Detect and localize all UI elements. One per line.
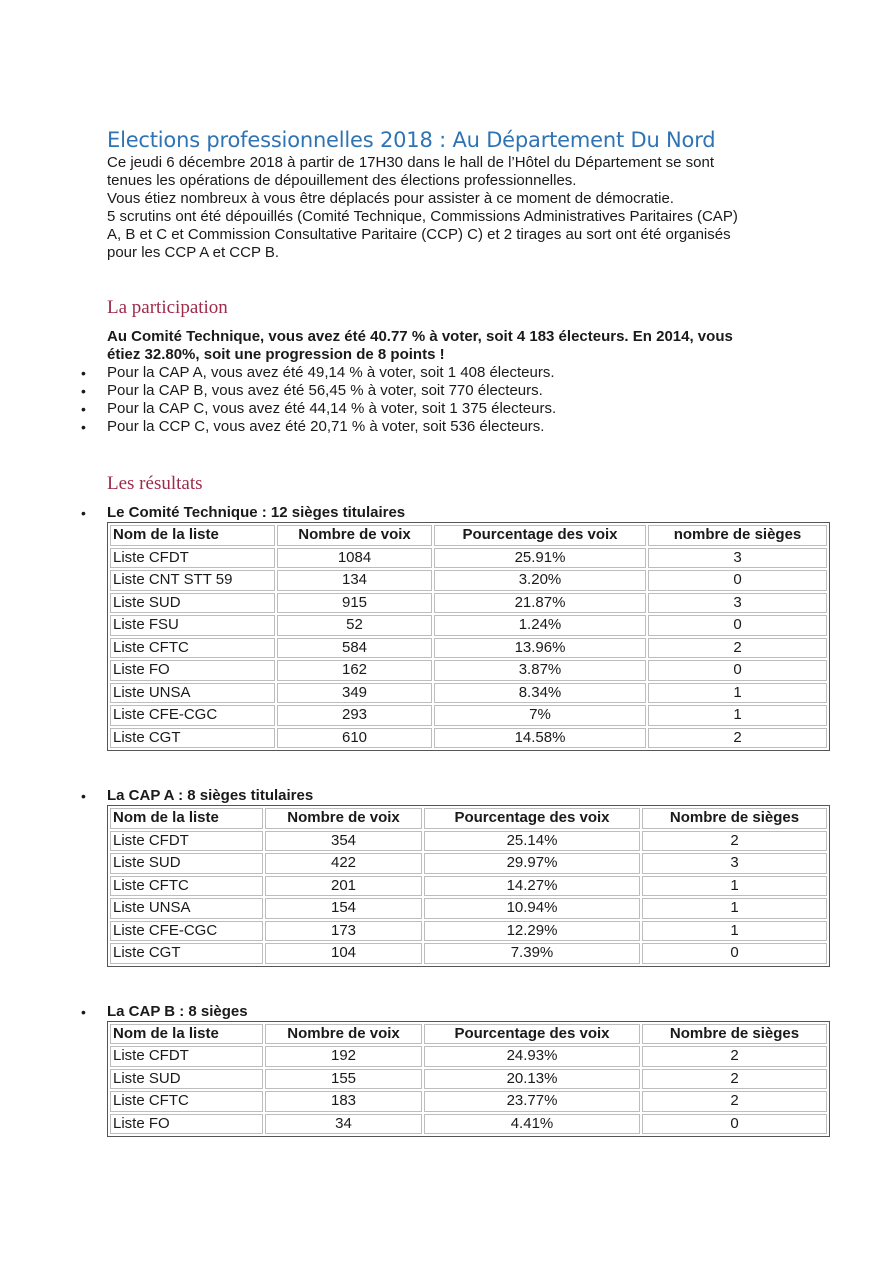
cell-seats: 1	[648, 683, 827, 704]
intro-line: 5 scrutins ont été dépouillés (Comité Technique, Commissions Administratives Paritaires (CAP)	[107, 208, 738, 225]
intro-line: Vous étiez nombreux à vous être déplacés pour assister à ce moment de démocratie.	[107, 190, 674, 207]
cell-list-name: Liste UNSA	[110, 683, 275, 704]
cell-votes: 162	[277, 660, 432, 681]
cell-seats: 1	[642, 921, 827, 942]
column-header: Nombre de voix	[265, 1024, 422, 1045]
results-heading: Les résultats	[107, 473, 203, 494]
column-header: Nombre de sièges	[642, 808, 827, 829]
results-table-cap-a	[107, 805, 830, 967]
cell-votes: 293	[277, 705, 432, 726]
table-header-row	[110, 525, 827, 546]
cell-list-name: Liste CFE-CGC	[110, 705, 275, 726]
cell-votes: 201	[265, 876, 422, 897]
table-row	[110, 638, 827, 659]
cell-votes: 154	[265, 898, 422, 919]
cell-list-name: Liste CFTC	[110, 1091, 263, 1112]
document-page	[107, 126, 830, 1137]
cell-seats: 0	[648, 570, 827, 591]
intro-line: tenues les opérations de dépouillement des élections professionnelles.	[107, 172, 577, 189]
cell-votes: 610	[277, 728, 432, 749]
table-row	[110, 1069, 827, 1090]
intro-line: pour les CCP A et CCP B.	[107, 244, 280, 261]
list-item: • Pour la CCP C, vous avez été 20,71 % à voter, soit 536 électeurs.	[107, 418, 830, 436]
cell-percentage: 14.58%	[434, 728, 646, 749]
list-item: • Pour la CAP B, vous avez été 56,45 % à voter, soit 770 électeurs.	[107, 382, 830, 400]
participation-heading: La participation	[107, 297, 228, 318]
participation-bold-line: étiez 32.80%, soit une progression de 8 points !	[107, 346, 445, 363]
table-row	[110, 898, 827, 919]
cell-votes: 183	[265, 1091, 422, 1112]
cell-votes: 52	[277, 615, 432, 636]
table-row	[110, 1114, 827, 1135]
table-row	[110, 683, 827, 704]
cell-percentage: 7.39%	[424, 943, 640, 964]
cell-votes: 155	[265, 1069, 422, 1090]
cell-seats: 2	[642, 1091, 827, 1112]
cell-list-name: Liste CGT	[110, 943, 263, 964]
cell-seats: 1	[648, 705, 827, 726]
cell-percentage: 12.29%	[424, 921, 640, 942]
cell-percentage: 21.87%	[434, 593, 646, 614]
cell-seats: 2	[642, 1046, 827, 1067]
cell-seats: 2	[642, 1069, 827, 1090]
cell-seats: 0	[642, 943, 827, 964]
intro-line: Ce jeudi 6 décembre 2018 à partir de 17H30 dans le hall de l’Hôtel du Département se sont	[107, 154, 715, 171]
cell-list-name: Liste CNT STT 59	[110, 570, 275, 591]
cell-seats: 1	[642, 898, 827, 919]
cell-seats: 3	[648, 593, 827, 614]
column-header: Pourcentage des voix	[424, 808, 640, 829]
results-table-comite-technique	[107, 522, 830, 751]
cell-list-name: Liste FO	[110, 660, 275, 681]
cell-list-name: Liste CFTC	[110, 638, 275, 659]
cell-percentage: 25.14%	[424, 831, 640, 852]
cell-seats: 1	[642, 876, 827, 897]
cell-seats: 0	[648, 615, 827, 636]
cell-votes: 134	[277, 570, 432, 591]
cell-list-name: Liste CGT	[110, 728, 275, 749]
table-row	[110, 943, 827, 964]
cell-percentage: 8.34%	[434, 683, 646, 704]
cell-percentage: 13.96%	[434, 638, 646, 659]
cell-votes: 354	[265, 831, 422, 852]
cell-percentage: 4.41%	[424, 1114, 640, 1135]
cell-votes: 173	[265, 921, 422, 942]
participation-bold-line: Au Comité Technique, vous avez été 40.77 % à voter, soit 4 183 électeurs. En 2014, vous	[107, 328, 733, 345]
table-row	[110, 1046, 827, 1067]
cell-votes: 104	[265, 943, 422, 964]
column-header: Nombre de voix	[277, 525, 432, 546]
column-header: nombre de sièges	[648, 525, 827, 546]
cell-list-name: Liste CFTC	[110, 876, 263, 897]
table-row	[110, 548, 827, 569]
table-row	[110, 1091, 827, 1112]
cell-list-name: Liste CFDT	[110, 1046, 263, 1067]
cell-percentage: 3.20%	[434, 570, 646, 591]
table-title-cap-b: • La CAP B : 8 sièges	[107, 1003, 830, 1021]
table-row	[110, 831, 827, 852]
intro-paragraph	[107, 154, 830, 262]
cell-votes: 34	[265, 1114, 422, 1135]
table-row	[110, 876, 827, 897]
column-header: Nom de la liste	[110, 808, 263, 829]
cell-list-name: Liste SUD	[110, 1069, 263, 1090]
list-item: • Pour la CAP A, vous avez été 49,14 % à voter, soit 1 408 électeurs.	[107, 364, 830, 382]
cell-seats: 3	[642, 853, 827, 874]
table-row	[110, 660, 827, 681]
participation-list	[107, 364, 830, 436]
column-header: Nombre de voix	[265, 808, 422, 829]
column-header: Nombre de sièges	[642, 1024, 827, 1045]
column-header: Nom de la liste	[110, 1024, 263, 1045]
cell-votes: 422	[265, 853, 422, 874]
cell-percentage: 23.77%	[424, 1091, 640, 1112]
table-header-row	[110, 1024, 827, 1045]
cell-votes: 192	[265, 1046, 422, 1067]
cell-percentage: 3.87%	[434, 660, 646, 681]
cell-list-name: Liste CFDT	[110, 548, 275, 569]
table-row	[110, 921, 827, 942]
cell-percentage: 29.97%	[424, 853, 640, 874]
column-header: Nom de la liste	[110, 525, 275, 546]
cell-list-name: Liste FSU	[110, 615, 275, 636]
page-title: Elections professionnelles 2018 : Au Département Du Nord	[107, 128, 716, 152]
cell-list-name: Liste CFDT	[110, 831, 263, 852]
table-title-cap-a: • La CAP A : 8 sièges titulaires	[107, 787, 830, 805]
cell-percentage: 10.94%	[424, 898, 640, 919]
cell-votes: 915	[277, 593, 432, 614]
cell-votes: 584	[277, 638, 432, 659]
cell-list-name: Liste UNSA	[110, 898, 263, 919]
cell-votes: 1084	[277, 548, 432, 569]
cell-seats: 0	[642, 1114, 827, 1135]
cell-list-name: Liste SUD	[110, 593, 275, 614]
table-row	[110, 593, 827, 614]
cell-percentage: 14.27%	[424, 876, 640, 897]
cell-seats: 2	[648, 728, 827, 749]
cell-percentage: 25.91%	[434, 548, 646, 569]
cell-seats: 2	[648, 638, 827, 659]
cell-seats: 2	[642, 831, 827, 852]
table-row	[110, 728, 827, 749]
cell-seats: 3	[648, 548, 827, 569]
cell-votes: 349	[277, 683, 432, 704]
cell-percentage: 1.24%	[434, 615, 646, 636]
table-row	[110, 705, 827, 726]
cell-seats: 0	[648, 660, 827, 681]
column-header: Pourcentage des voix	[434, 525, 646, 546]
column-header: Pourcentage des voix	[424, 1024, 640, 1045]
table-title-comite-technique: • Le Comité Technique : 12 sièges titulaires	[107, 504, 830, 522]
table-row	[110, 853, 827, 874]
cell-list-name: Liste CFE-CGC	[110, 921, 263, 942]
cell-percentage: 24.93%	[424, 1046, 640, 1067]
table-header-row	[110, 808, 827, 829]
cell-list-name: Liste FO	[110, 1114, 263, 1135]
table-row	[110, 570, 827, 591]
list-item: • Pour la CAP C, vous avez été 44,14 % à voter, soit 1 375 électeurs.	[107, 400, 830, 418]
intro-line: A, B et C et Commission Consultative Paritaire (CCP) C) et 2 tirages au sort ont été organisés	[107, 226, 731, 243]
participation-summary	[107, 328, 830, 364]
cell-percentage: 7%	[434, 705, 646, 726]
results-table-cap-b	[107, 1021, 830, 1138]
cell-list-name: Liste SUD	[110, 853, 263, 874]
table-row	[110, 615, 827, 636]
cell-percentage: 20.13%	[424, 1069, 640, 1090]
